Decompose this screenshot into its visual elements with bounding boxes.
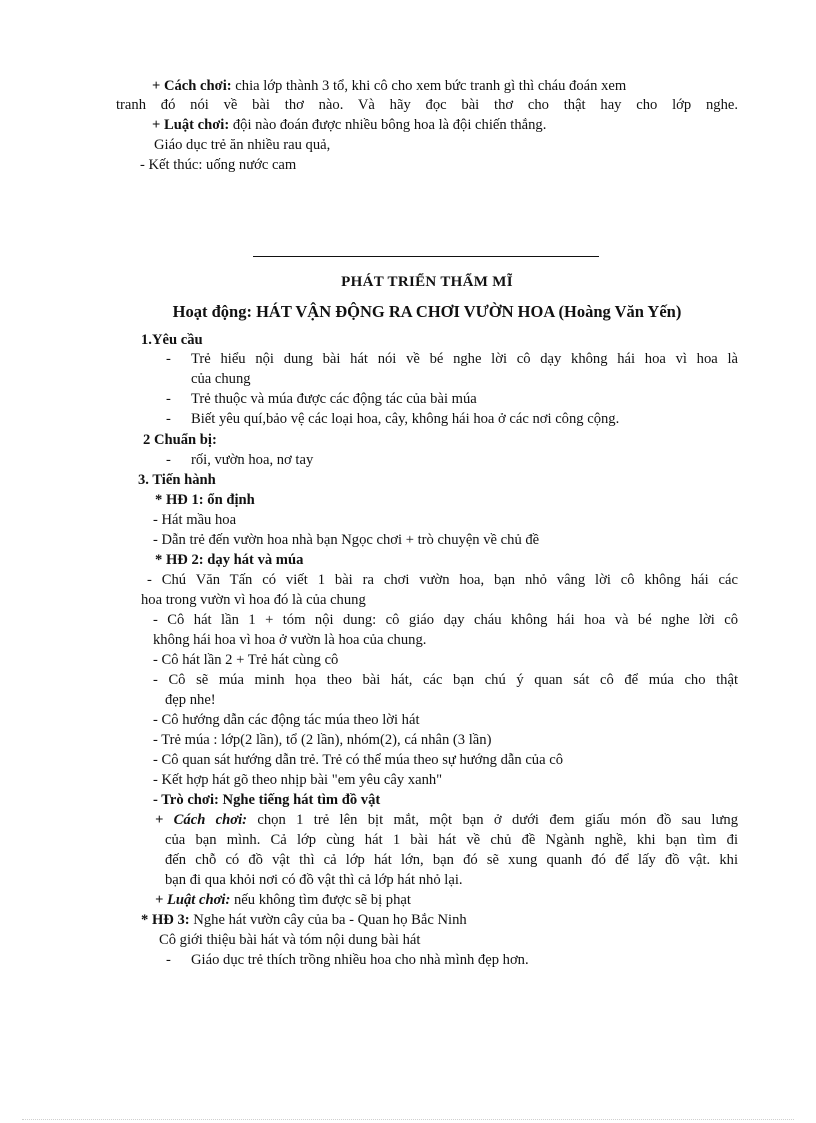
requirements-heading: 1.Yêu cầu — [141, 332, 203, 348]
hd1-item-b: - Dẫn trẻ đến vườn hoa nhà bạn Ngọc chơi + trò chuyện về chủ đề — [153, 532, 540, 548]
hd1-heading: * HĐ 1: ổn định — [155, 492, 255, 508]
ending-note: - Kết thúc: uống nước cam — [140, 157, 297, 173]
game-law-line — [155, 891, 411, 910]
game-rule-label: + Cách chơi: — [152, 78, 232, 94]
game-law-text: nếu không tìm được sẽ bị phạt — [230, 892, 411, 908]
activity-heading — [0, 302, 816, 321]
hd2-para-8: - Kết hợp hát gõ theo nhịp bài "em yêu cây xanh" — [153, 772, 443, 788]
game-law-text: đội nào đoán được nhiều bông hoa là đội chiến thắng. — [229, 117, 547, 133]
hd2-para-1-cont: hoa trong vườn vì hoa đó là của chung — [141, 592, 366, 608]
game-law-label: + Luật chơi: — [155, 892, 231, 908]
hd2-para-4-cont: đẹp nhe! — [165, 692, 216, 708]
hd2-para-2-cont: không hái hoa vì hoa ở vườn là hoa của chung. — [153, 632, 427, 648]
hd2-para-4: - Cô sẽ múa minh họa theo bài hát, các bạn chú ý quan sát cô để múa cho thật — [153, 672, 738, 688]
requirement-2: Trẻ thuộc và múa được các động tác của bài múa — [191, 391, 477, 407]
game-title: - Trò chơi: Nghe tiếng hát tìm đồ vật — [153, 792, 381, 808]
hd2-heading: * HĐ 2: dạy hát và múa — [155, 552, 304, 568]
hd2-para-1: - Chú Văn Tấn có viết 1 bài ra chơi vườn hoa, bạn nhỏ vâng lời cô không hái các — [147, 572, 738, 588]
top-rule-line — [152, 77, 626, 96]
hd2-para-7: - Cô quan sát hướng dẫn trẻ. Trẻ có thể múa theo sự hướng dẫn của cô — [153, 752, 564, 768]
preparation-1: rối, vườn hoa, nơ tay — [191, 452, 314, 468]
section-title: PHÁT TRIỂN THẨM MĨ — [341, 274, 513, 290]
bullet-dash: - — [166, 391, 171, 407]
hd3-label: * HĐ 3: — [141, 912, 190, 928]
requirement-3: Biết yêu quí,bảo vệ các loại hoa, cây, không hái hoa ở các nơi công cộng. — [191, 411, 620, 427]
game-rule-line-4: bạn đi qua khỏi nơi có đồ vật thì cả lớp hát nhỏ lại. — [165, 872, 463, 888]
activity-label: Hoạt động: — [172, 302, 257, 321]
hd2-para-3: - Cô hát lần 2 + Trẻ hát cùng cô — [153, 652, 339, 668]
game-law-line — [152, 116, 546, 135]
game-rule-text-cont: tranh đó nói về bài thơ nào. Và hãy đọc bài thơ cho thật hay cho lớp nghe. — [116, 97, 738, 113]
hd2-para-5: - Cô hướng dẫn các động tác múa theo lời hát — [153, 712, 420, 728]
activity-author: (Hoàng Văn Yến) — [554, 302, 682, 321]
page-bottom-border — [22, 1119, 794, 1120]
education-note: Giáo dục trẻ ăn nhiều rau quả, — [154, 137, 331, 153]
hd1-item-a: - Hát mầu hoa — [153, 512, 237, 528]
game-rule-text: chia lớp thành 3 tổ, khi cô cho xem bức tranh gì thì cháu đoán xem — [231, 78, 627, 94]
bullet-dash: - — [166, 452, 171, 468]
hd2-para-2: - Cô hát lần 1 + tóm nội dung: cô giáo dạy cháu không hái hoa và bé nghe lời cô — [153, 612, 738, 628]
game-rule-line-1 — [155, 811, 738, 830]
activity-name: HÁT VẬN ĐỘNG RA CHƠI VƯỜN HOA — [256, 302, 555, 321]
hd2-para-6: - Trẻ múa : lớp(2 lần), tổ (2 lần), nhóm(2), cá nhân (3 lần) — [153, 732, 492, 748]
requirement-1: Trẻ hiểu nội dung bài hát nói về bé nghe lời cô dạy không hái hoa vì hoa là — [191, 351, 738, 367]
game-how-text: chọn 1 trẻ lên bịt mắt, một bạn ở dưới đem giấu món đồ sau lưng — [247, 812, 738, 828]
requirement-1-cont: của chung — [191, 371, 251, 387]
game-rule-line-3: đến chỗ có đồ vật thì cả lớp hát lớn, bạn đó sẽ xung quanh đó để lấy đồ vật. khi — [165, 852, 738, 868]
procedure-heading: 3. Tiến hành — [138, 472, 216, 488]
hd3-heading — [141, 911, 467, 930]
game-law-label: + Luật chơi: — [152, 117, 230, 133]
bullet-dash: - — [166, 952, 171, 968]
section-divider — [253, 256, 599, 257]
game-rule-line-2: của bạn mình. Cả lớp cùng hát 1 bài hát về chủ đề Ngành nghề, khi bạn tìm đi — [165, 832, 738, 848]
game-how-label: + Cách chơi: — [155, 812, 248, 828]
bullet-dash: - — [166, 351, 171, 367]
hd3-item-a: Cô giới thiệu bài hát và tóm nội dung bài hát — [159, 932, 421, 948]
hd3-text: Nghe hát vườn cây của ba - Quan họ Bắc Ninh — [189, 912, 467, 928]
preparation-heading: 2 Chuẩn bị: — [143, 432, 217, 448]
bullet-dash: - — [166, 411, 171, 427]
hd3-item-b: Giáo dục trẻ thích trồng nhiều hoa cho nhà mình đẹp hơn. — [191, 952, 529, 968]
